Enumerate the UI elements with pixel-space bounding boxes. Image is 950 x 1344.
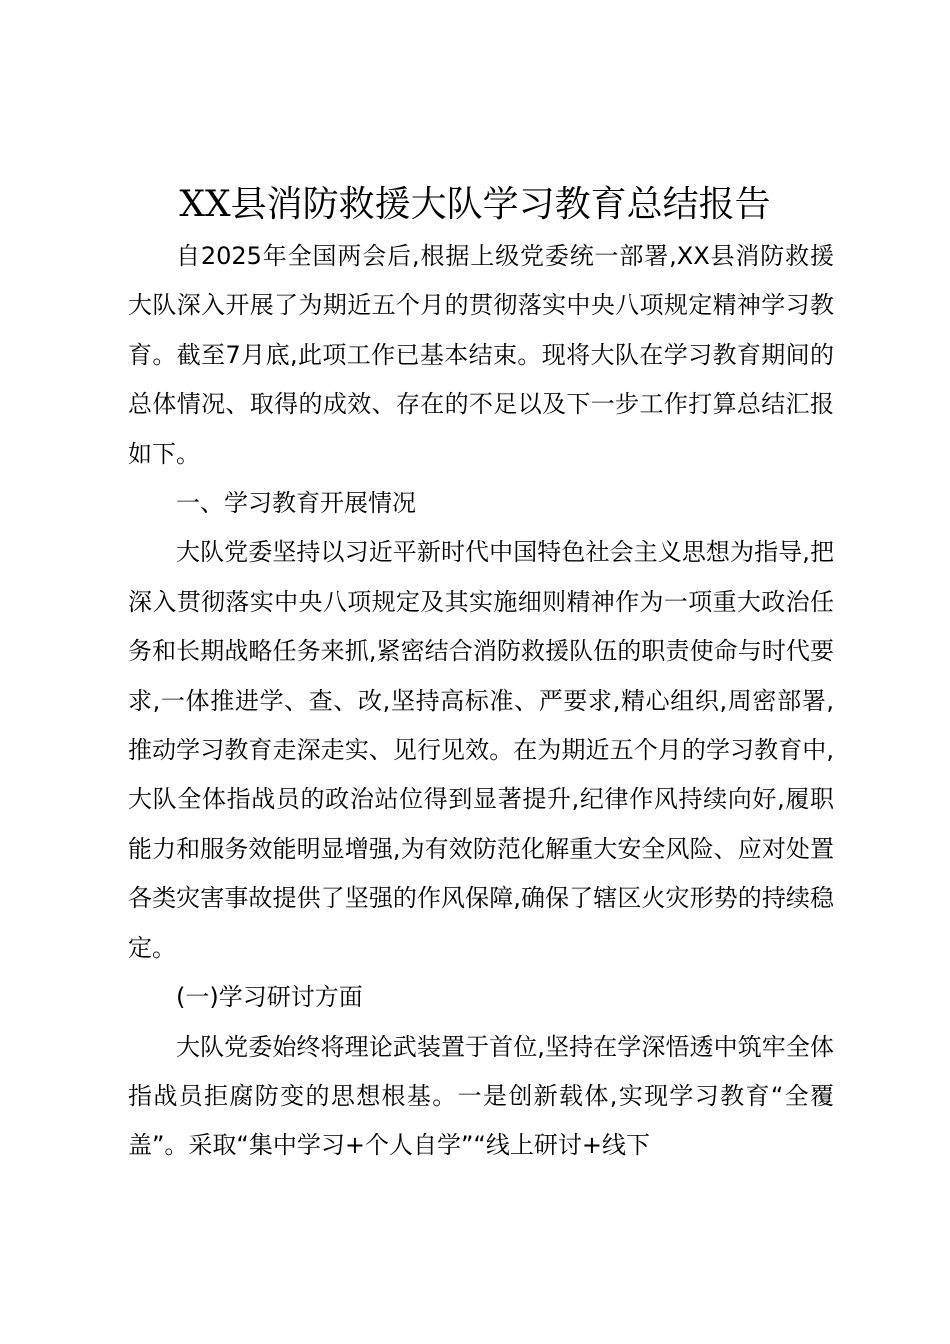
subsection-heading: (一)学习研讨方面 xyxy=(176,983,363,1012)
subsection-paragraph: 大队党委始终将理论武装置于首位,坚持在学深悟透中筑牢全体指战员拒腐防变的思想根基。一是创新载体,实现学习教育“全覆盖”。采取“集中学习+个人自学”“线上研讨+线下 xyxy=(128,1032,834,1160)
document-title: XX县消防救援大队学习教育总结报告 xyxy=(179,184,771,225)
section-paragraph: 大队党委坚持以习近平新时代中国特色社会主义思想为指导,把深入贯彻落实中央八项规定及其实施细则精神作为一项重大政治任务和长期战略任务来抓,紧密结合消防救援队伍的职责使命与时代要求,一体推进学、查、改,坚持高标准、严要求,精心组织,周密部署,推动学习教育走深走实、见行见效。在为期近五个月的学习教育中,大队全体指战员的政治站位得到显著提升,纪律作风持续向好,履职能力和服务效能明显增强,为有效防范化解重大安全风险、应对处置各类灾害事故提供了坚强的作风保障,确保了辖区火灾形势的持续稳定。 xyxy=(128,538,834,962)
document-body xyxy=(128,232,834,1171)
section-heading: 一、学习教育开展情况 xyxy=(176,489,416,518)
intro-paragraph: 自2025年全国两会后,根据上级党委统一部署,XX县消防救援大队深入开展了为期近五个月的贯彻落实中央八项规定精神学习教育。截至7月底,此项工作已基本结束。现将大队在学习教育期间的总体情况、取得的成效、存在的不足以及下一步工作打算总结汇报如下。 xyxy=(128,242,834,468)
